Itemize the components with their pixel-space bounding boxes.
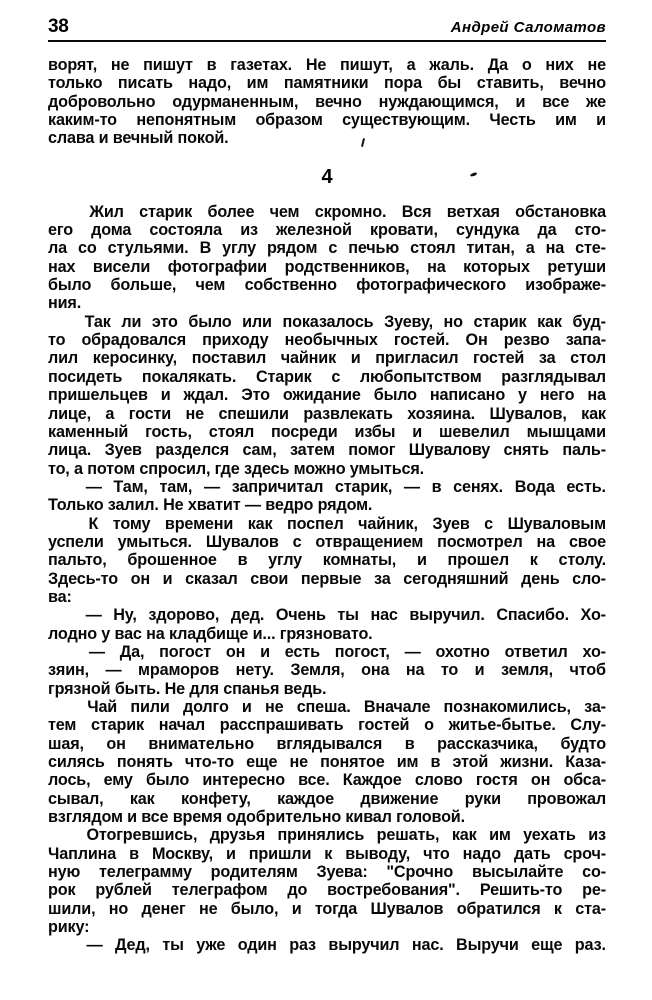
text-line: то, а потом спросил, где здесь можно умыться. xyxy=(48,459,424,478)
text-line: зяин, — мраморов нету. Земля, она на то и земля, чтоб xyxy=(48,661,606,680)
text-line: каким-то непонятным образом существующим. Честь им и xyxy=(48,111,606,130)
text-line: ва: xyxy=(48,587,72,606)
text-line: только писать надо, им памятники пора бы ставить, вечно xyxy=(48,74,606,93)
text-line: ворят, не пишут в газетах. Не пишут, а жаль. Да о них не xyxy=(48,56,606,74)
text-line: Отогревшись, друзья принялись решать, как им уехать из xyxy=(86,826,606,845)
text-line: сывал, как конфету, каждое движение руки провожал xyxy=(48,789,606,808)
text-line: — Ну, здорово, дед. Очень ты нас выручил. Спасибо. Хо- xyxy=(85,606,606,625)
text-line: ния. xyxy=(48,294,82,313)
text-line: добровольно одурманенным, вечно нуждающимся, и все же xyxy=(48,92,606,111)
paragraph xyxy=(48,698,606,826)
text-line: ла со стульями. В углу рядом с печью стоял титан, а на сте- xyxy=(48,239,606,258)
text-line: пришельцев и ждал. Это ожидание было написано у него на xyxy=(48,386,606,405)
paragraph xyxy=(48,313,606,478)
page-number: 38 xyxy=(48,16,69,37)
text-line: К тому времени как поспел чайник, Зуев с Шуваловым xyxy=(88,514,606,533)
text-line: силясь понять что-то еще не понятое им в этой жизни. Каза- xyxy=(48,753,606,772)
author-running-head: Андрей Саломатов xyxy=(450,19,606,36)
running-head xyxy=(48,16,606,40)
paragraph xyxy=(48,478,606,515)
text-line: — Там, там, — запричитал старик, — в сенях. Вода есть. xyxy=(85,477,606,496)
text-line: лодно у вас на кладбище и... грязновато. xyxy=(48,624,373,643)
text-line: Здесь-то он и сказал свои первые за сегодняшний день сло- xyxy=(48,569,606,588)
text-line: — Дед, ты уже один раз выручил нас. Выручи еще раз. xyxy=(86,936,606,955)
text-line: ную телеграмму родителям Зуева: "Срочно высылайте со- xyxy=(48,863,606,882)
paragraph xyxy=(48,606,606,643)
body-text xyxy=(48,56,606,955)
text-line: взглядом и все время одобрительно кивал головой. xyxy=(48,808,465,827)
text-line: успели умыться. Шувалов с отвращением посмотрел на свое xyxy=(48,532,606,551)
section-number: 4 xyxy=(321,165,333,188)
text-line: грязной быть. Не для спанья ведь. xyxy=(48,679,327,698)
text-line: шая, он внимательно вглядывался в рассказчика, будто xyxy=(48,734,606,753)
paragraph xyxy=(48,515,606,607)
text-line: рок рублей телеграфом до востребования". Решить-то ре- xyxy=(48,881,606,900)
header-rule xyxy=(48,40,606,42)
text-line: было больше, чем собственно фотографического изображе- xyxy=(48,276,606,295)
text-line: нах висели фотографии родственников, на которых ретуши xyxy=(48,257,606,276)
paragraph xyxy=(48,56,606,148)
paragraph xyxy=(48,936,606,954)
text-line: каменный гость, стоял посреди избы и шевелил мышцами xyxy=(48,422,606,441)
text-line: Так ли это было или показалось Зуеву, но старик как буд- xyxy=(84,312,606,331)
text-line: посидеть покалякать. Старик с любопытством разглядывал xyxy=(48,367,606,386)
section-break xyxy=(48,148,606,203)
text-line: слава и вечный покой. xyxy=(48,129,229,148)
paragraph xyxy=(48,643,606,698)
text-line: Чаплина в Москву, и пришли к выводу, что надо дать сроч- xyxy=(48,844,606,863)
text-line: Только залил. Не хватит — ведро рядом. xyxy=(48,496,373,515)
text-line: Жил старик более чем скромно. Вся ветхая обстановка xyxy=(89,202,606,221)
text-line: — Да, погост он и есть погост, — охотно ответил хо- xyxy=(88,642,606,661)
paragraph xyxy=(48,203,606,313)
text-line: лось, ему было интересно все. Каждое слово гостя он обса- xyxy=(48,771,606,790)
paragraph xyxy=(48,826,606,936)
text-line: рику: xyxy=(48,918,90,937)
text-line: лил керосинку, поставил чайник и пригласил гостей за стол xyxy=(48,349,606,368)
text-line: тем старик начал расспрашивать гостей о житье-бытье. Слу- xyxy=(48,716,606,735)
text-line: лица. Зуев разделся сам, затем помог Шувалову снять паль- xyxy=(48,441,606,460)
text-line: шили, но денег не было, и тогда Шувалов обратился к ста- xyxy=(48,899,606,918)
text-line: Чай пили долго и не спеша. Вначале познакомились, за- xyxy=(87,698,606,716)
text-line: лице, а гости не спешили развлекать хозяина. Шувалов, как xyxy=(48,404,606,423)
text-line: пальто, брошенное в углу комнаты, и прошел к столу. xyxy=(48,551,606,570)
text-line: то обрадовался приходу необычных гостей. Он резво запа- xyxy=(48,331,606,350)
text-line: его дома состояла из железной кровати, сундука да сто- xyxy=(48,221,606,240)
